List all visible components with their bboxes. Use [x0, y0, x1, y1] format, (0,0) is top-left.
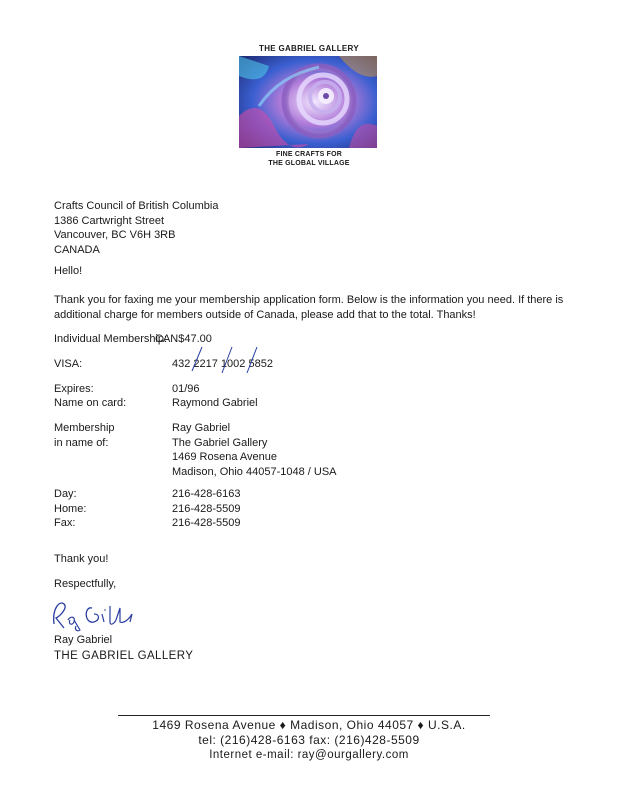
- recipient-line: CANADA: [54, 243, 100, 256]
- thank-you: Thank you!: [54, 553, 109, 565]
- phone-values: [172, 487, 241, 531]
- signer-name: Ray Gabriel: [54, 634, 113, 646]
- membership-name-label-line: in name of:: [54, 436, 109, 449]
- member-line: Madison, Ohio 44057-1048 / USA: [172, 465, 337, 478]
- day-value: 216-428-6163: [172, 488, 241, 500]
- expires-label: Expires:: [54, 383, 94, 395]
- visa-handwritten-dividers: [190, 343, 270, 377]
- home-label: Home:: [54, 502, 87, 515]
- recipient-address: [54, 199, 218, 257]
- footer-address: 1469 Rosena Avenue ♦ Madison, Ohio 44057 ♦ U.S.A.: [152, 718, 466, 732]
- phone-labels: [54, 487, 86, 531]
- tagline-line-1: FINE CRAFTS FOR: [276, 151, 342, 158]
- expires-value: 01/96: [172, 383, 200, 395]
- body-paragraph: Thank you for faxing me your membership application form. Below is the information you need. If there is additional charge for members outside of Canada, please add that to the total. Thanks!: [54, 294, 564, 321]
- membership-value: CAN$47.00: [155, 333, 212, 345]
- letterhead-gallery-name: THE GABRIEL GALLERY: [259, 44, 359, 53]
- member-line: The Gabriel Gallery: [172, 436, 268, 449]
- membership-name-block: [172, 421, 337, 479]
- membership-name-label-line: Membership: [54, 422, 115, 434]
- tagline-line-2: THE GLOBAL VILLAGE: [268, 159, 350, 167]
- footer-email: Internet e-mail: ray@ourgallery.com: [209, 749, 409, 761]
- visa-value: 432 2217 1002 5852: [172, 358, 273, 370]
- member-line: 1469 Rosena Avenue: [172, 451, 277, 463]
- footer-phones: tel: (216)428-6163 fax: (216)428-5509: [198, 733, 420, 747]
- fax-value: 216-428-5509: [172, 517, 241, 529]
- fax-label: Fax:: [54, 517, 76, 529]
- letterhead-tagline: [0, 151, 618, 168]
- visa-label: VISA:: [54, 358, 83, 370]
- greeting: Hello!: [54, 265, 83, 277]
- closing: Respectfully,: [54, 578, 117, 590]
- recipient-line: Vancouver, BC V6H 3RB: [54, 229, 176, 241]
- recipient-line: 1386 Cartwright Street: [54, 214, 165, 227]
- name-on-card-value: Raymond Gabriel: [172, 397, 258, 409]
- recipient-line: Crafts Council of British Columbia: [54, 200, 219, 212]
- membership-name-label: [54, 421, 115, 450]
- handwritten-signature: [50, 594, 150, 634]
- home-value: 216-428-5509: [172, 502, 241, 515]
- day-label: Day:: [54, 488, 77, 500]
- footer-divider: [118, 715, 490, 716]
- signer-gallery: THE GABRIEL GALLERY: [54, 650, 194, 662]
- membership-label: Individual Membership:: [54, 333, 168, 345]
- name-on-card-label: Name on card:: [54, 397, 127, 409]
- fractal-logo-image: [239, 56, 377, 148]
- member-line: Ray Gabriel: [172, 422, 231, 434]
